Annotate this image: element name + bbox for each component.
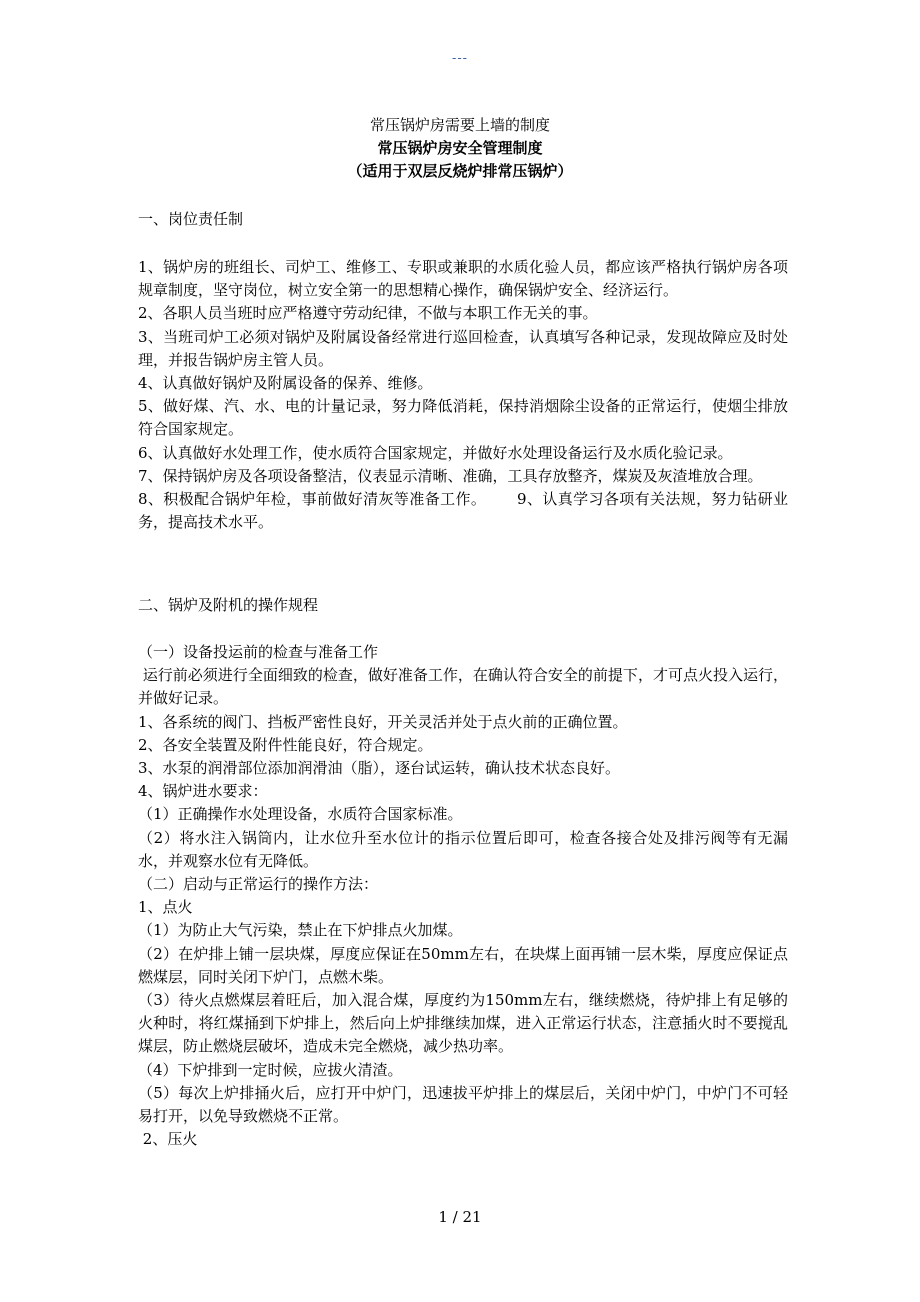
document-title: 常压锅炉房安全管理制度 <box>377 139 543 157</box>
subsection-heading: （一）设备投运前的检查与准备工作 <box>138 643 379 661</box>
paragraph: （2）将水注入锅筒内，让水位升至水位计的指示位置后即可，检查各接合处及排污阀等有无漏水，并观察水位有无降低。 <box>138 828 788 870</box>
paragraph: （2）在炉排上铺一层块煤，厚度应保证在50mm左右，在块煤上面再铺一层木柴，厚度应保证点燃煤层，同时关闭下炉门，点燃木柴。 <box>138 944 788 986</box>
paragraph: （1）为防止大气污染，禁止在下炉排点火加煤。 <box>138 921 463 940</box>
paragraph: 2、各职人员当班时应严格遵守劳动纪律，不做与本职工作无关的事。 <box>138 304 598 323</box>
paragraph: 3、当班司炉工必须对锅炉及附属设备经常进行巡回检查，认真填写各种记录，发现故障应及时处理，并报告锅炉房主管人员。 <box>138 327 788 369</box>
subsection-heading: （二）启动与正常运行的操作方法： <box>138 875 379 894</box>
paragraph: 1、锅炉房的班组长、司炉工、维修工、专职或兼职的水质化验人员，都应该严格执行锅炉房各项规章制度，坚守岗位，树立安全第一的思想精心操作，确保锅炉安全、经济运行。 <box>138 258 788 300</box>
document-supertitle: 常压锅炉房需要上墙的制度 <box>369 116 550 134</box>
paragraph: 2、压火 <box>138 1130 198 1149</box>
paragraph: （3）待火点燃煤层着旺后，加入混合煤，厚度约为150mm左右，继续燃烧，待炉排上有足够的火种时，将红煤捅到下炉排上，然后向上炉排继续加煤，进入正常运行状态，注意插火时不要搅乱煤层，防止燃烧层破坏，造成未完全燃烧，减少热功率。 <box>138 991 788 1056</box>
section-heading-1: 一、岗位责任制 <box>138 210 244 228</box>
paragraph: （4）下炉排到一定时候，应拔火清渣。 <box>138 1060 403 1079</box>
page-number: 1 / 21 <box>438 1208 482 1226</box>
section-1-body <box>138 256 788 534</box>
paragraph: 1、点火 <box>138 898 193 917</box>
header-mark: --- <box>452 50 468 65</box>
paragraph: 3、水泵的润滑部位添加润滑油（脂），逐台试运转，确认技术状态良好。 <box>138 759 621 778</box>
paragraph: 1、各系统的阀门、挡板严密性良好，开关灵活并处于点火前的正确位置。 <box>138 712 628 731</box>
paragraph: 8、积极配合锅炉年检，事前做好清灰等准备工作。 9、认真学习各项有关法规，努力钻研业务，提高技术水平。 <box>138 490 788 532</box>
paragraph: 6、认真做好水处理工作，使水质符合国家规定，并做好水处理设备运行及水质化验记录。 <box>138 443 733 462</box>
section-heading-2: 二、锅炉及附机的操作规程 <box>138 596 319 614</box>
paragraph: 4、认真做好锅炉及附属设备的保养、维修。 <box>138 374 433 393</box>
paragraph: 2、各安全装置及附件性能良好，符合规定。 <box>138 735 433 754</box>
paragraph: 7、保持锅炉房及各项设备整洁，仪表显示清晰、准确，工具存放整齐，煤炭及灰渣堆放合理。 <box>138 466 763 485</box>
paragraph: 4、锅炉进水要求： <box>138 782 268 801</box>
title-block <box>0 114 920 183</box>
section-2-body <box>138 641 788 1151</box>
paragraph: 5、做好煤、汽、水、电的计量记录，努力降低消耗，保持消烟除尘设备的正常运行，使烟尘排放符合国家规定。 <box>138 397 788 439</box>
paragraph: （5）每次上炉排捅火后，应打开中炉门，迅速拔平炉排上的煤层后，关闭中炉门，中炉门不可轻易打开，以免导致燃烧不正常。 <box>138 1083 788 1126</box>
paragraph: （1）正确操作水处理设备，水质符合国家标准。 <box>138 805 463 824</box>
paragraph: 运行前必须进行全面细致的检查，做好准备工作，在确认符合安全的前提下，才可点火投入运行，并做好记录。 <box>138 666 788 708</box>
document-subtitle: （适用于双层反烧炉排常压锅炉） <box>347 162 573 180</box>
